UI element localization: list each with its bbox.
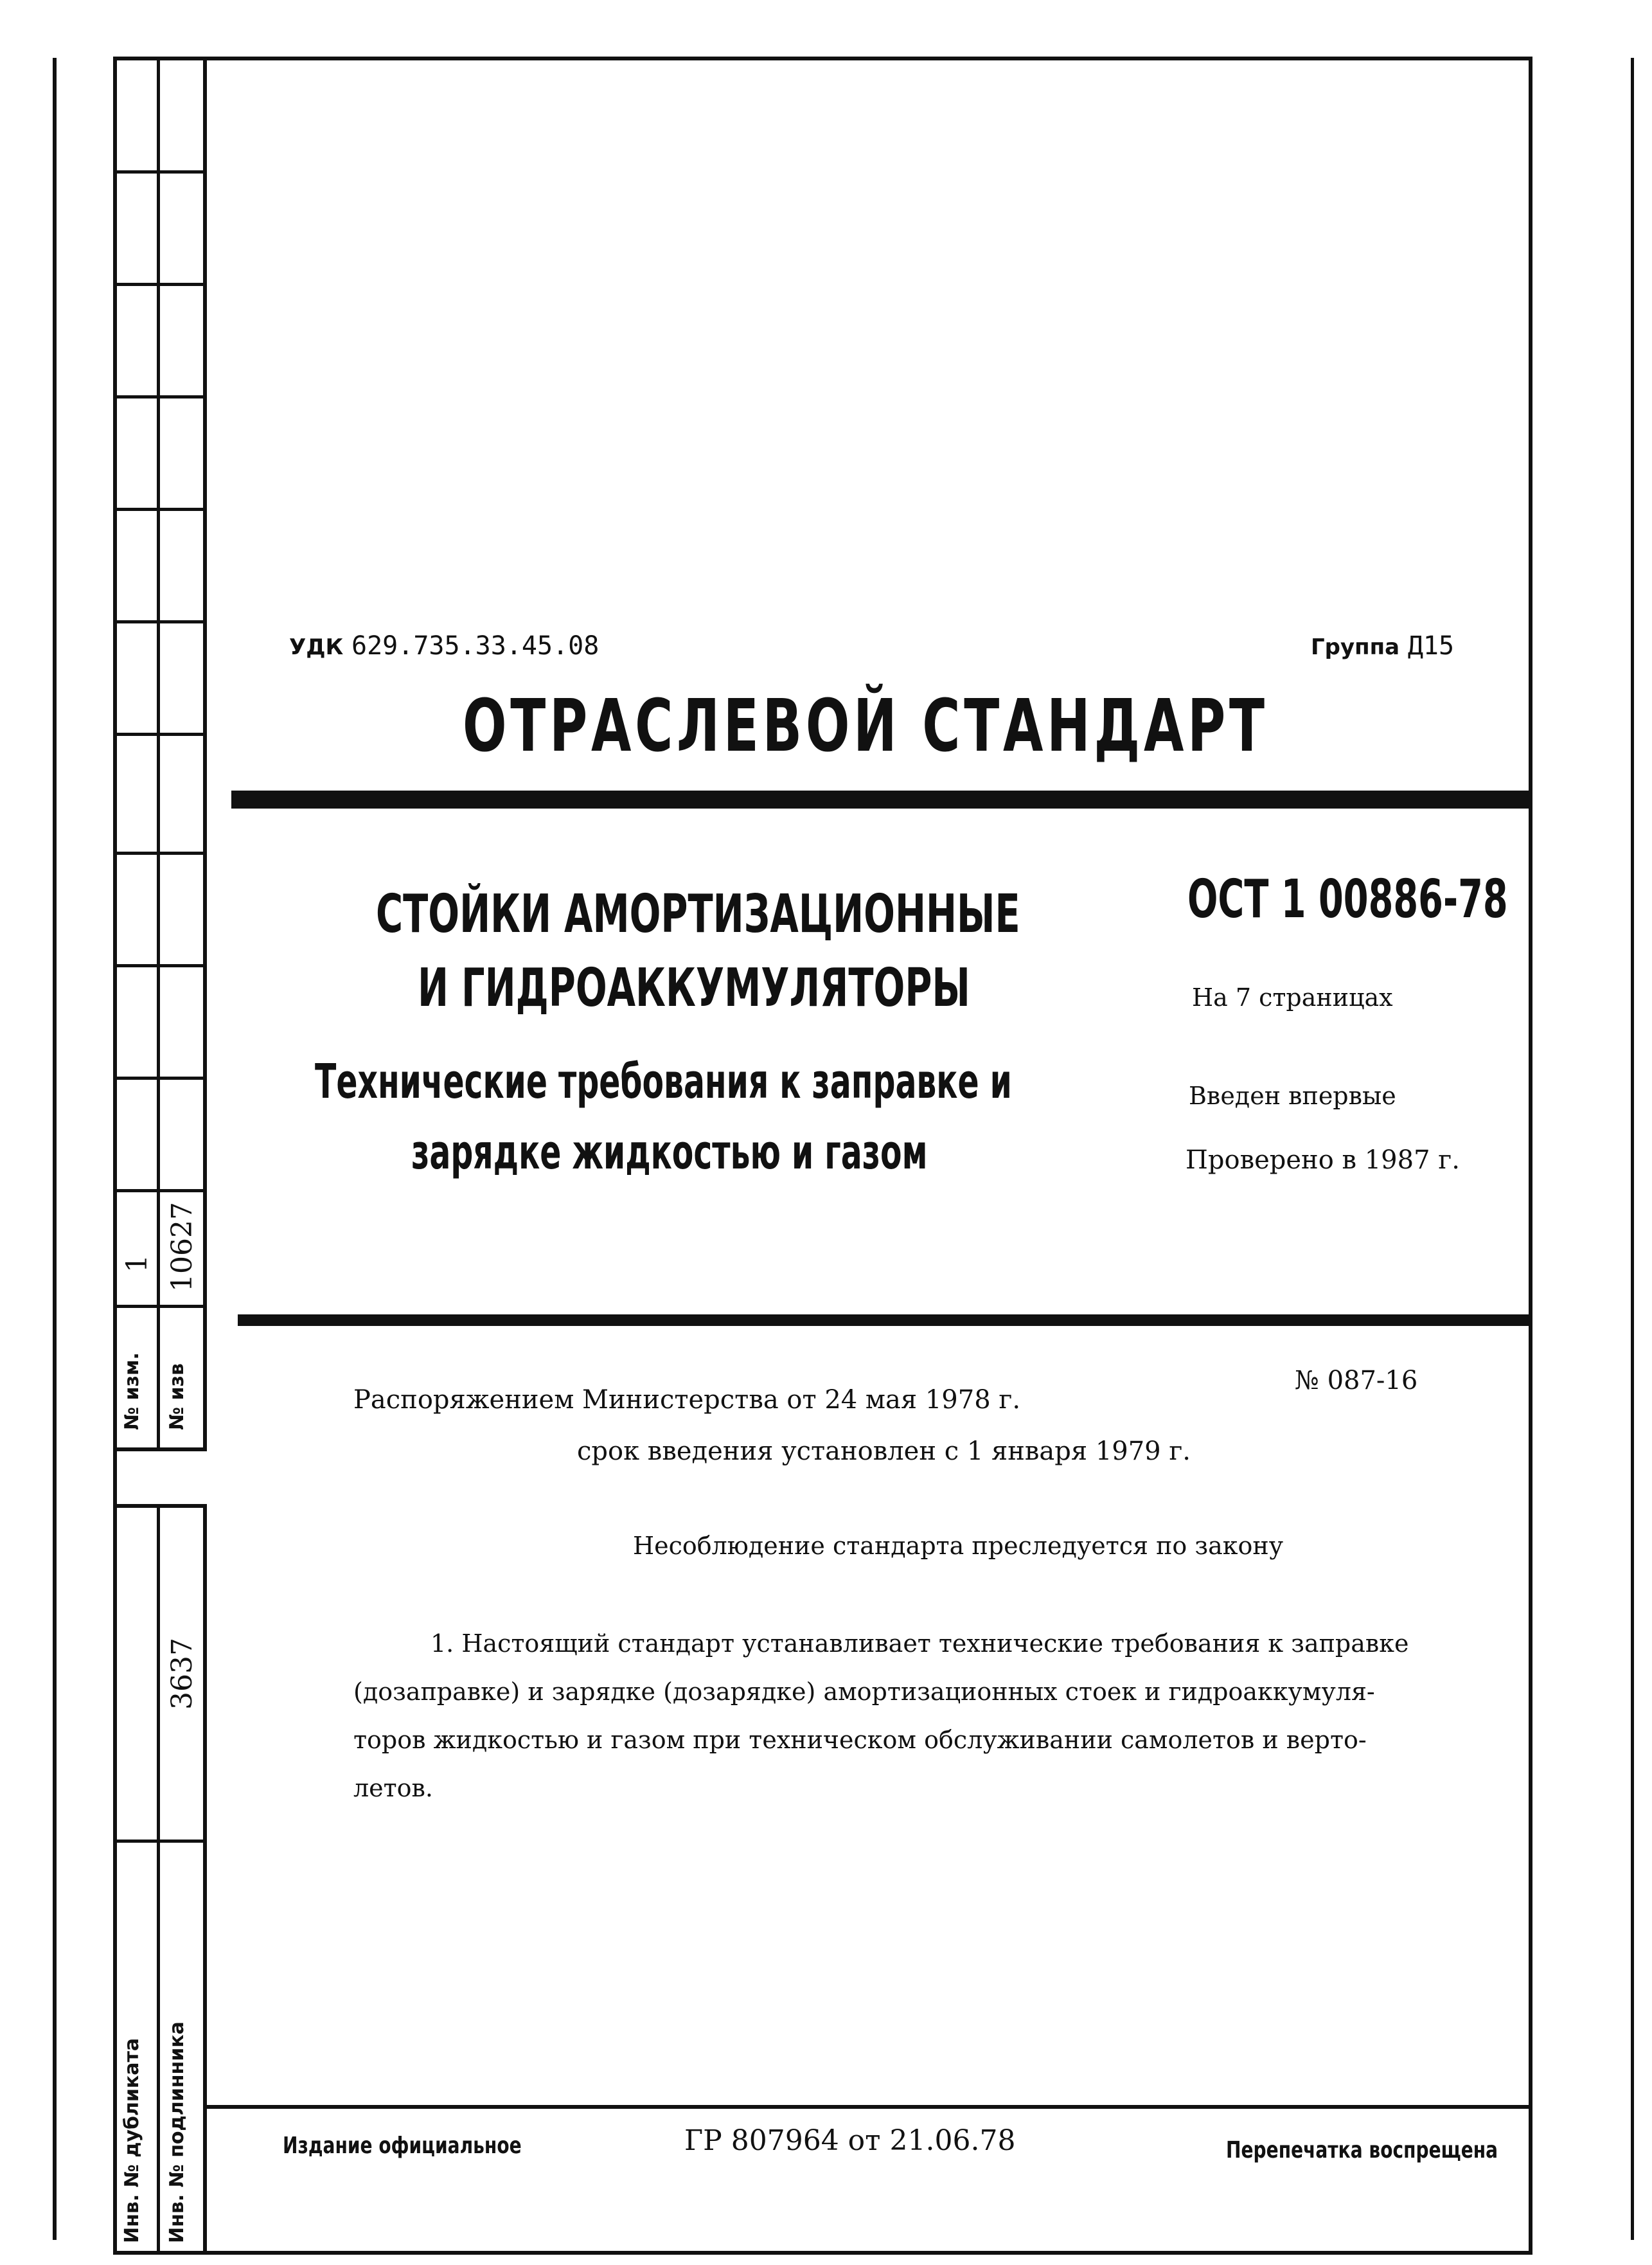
pages-count: На 7 страницах [1192,983,1393,1012]
checked-note: Проверено в 1987 г. [1186,1145,1460,1175]
change-no-value: 1 [121,1255,154,1273]
strip-grid-line [113,1305,207,1308]
strip-grid-line [113,1189,207,1192]
inventory-divider [157,1504,160,2255]
strip-grid-line [113,508,207,511]
paragraph-1-line3: торов жидкостью и газом при техническом обслуживании самолетов и верто- [353,1726,1367,1754]
official-edition: Издание официальное [283,2133,522,2159]
registration-number: ГР 807964 от 21.06.78 [684,2124,1016,2157]
group-line [1311,631,1454,661]
notice-no-value: 10627 [166,1202,199,1292]
effective-date: срок введения установлен с 1 января 1979 г. [577,1437,1191,1466]
change-no-label: № изм. [121,1352,143,1430]
order-text: Распоряжением Министерства от 24 мая 1978 г. [353,1385,1021,1415]
notice-no-label: № изв [166,1363,188,1430]
title-rule [231,791,1532,809]
group-value: Д15 [1407,631,1455,661]
strip-grid-line [113,964,207,967]
strip-grid-line [113,1077,207,1080]
right-margin-line [1631,58,1634,2240]
original-inv-label: Инв. № подлинника [166,2021,188,2243]
introduced-note: Введен впервые [1189,1082,1396,1110]
udk-value: 629.735.33.45.08 [351,631,600,661]
duplicate-inv-label: Инв. № дубликата [121,2037,143,2243]
strip-grid-line [113,395,207,398]
footer-rule [207,2105,1532,2109]
udk-label: УДК [289,634,344,660]
original-inv-value: 3637 [166,1638,199,1710]
inventory-grid-line [113,1840,207,1843]
left-margin-line [53,58,57,2240]
paragraph-1-line4: летов. [353,1774,434,1802]
standard-number: ОСТ 1 00886-78 [1187,869,1508,930]
paragraph-1-line2: (дозаправке) и зарядке (дозарядке) амортизационных стоек и гидроаккумуля- [353,1678,1375,1706]
group-label: Группа [1311,634,1400,660]
main-title: ОТРАСЛЕВОЙ СТАНДАРТ [463,685,1268,768]
subtitle-line1: Технические требования к заправке и [315,1054,1012,1109]
subtitle-line2: зарядке жидкостью и газом [411,1125,928,1180]
reprint-prohibited: Перепечатка воспрещена [1226,2137,1498,2163]
strip-grid-line [113,852,207,855]
paragraph-1-line1: 1. Настоящий стандарт устанавливает технические требования к заправке [431,1629,1409,1658]
strip-grid-line [113,733,207,736]
order-rule [238,1314,1532,1326]
order-number: № 087-16 [1295,1366,1418,1395]
title-line1: СТОЙКИ АМОРТИЗАЦИОННЫЕ [376,884,1020,945]
strip-grid-line [113,620,207,623]
title-line2: И ГИДРОАККУМУЛЯТОРЫ [418,958,970,1019]
strip-grid-line [113,170,207,174]
udk-line [289,631,599,661]
legal-warning: Несоблюдение стандарта преследуется по закону [633,1532,1284,1560]
change-record-divider [157,57,160,1451]
strip-grid-line [113,283,207,286]
